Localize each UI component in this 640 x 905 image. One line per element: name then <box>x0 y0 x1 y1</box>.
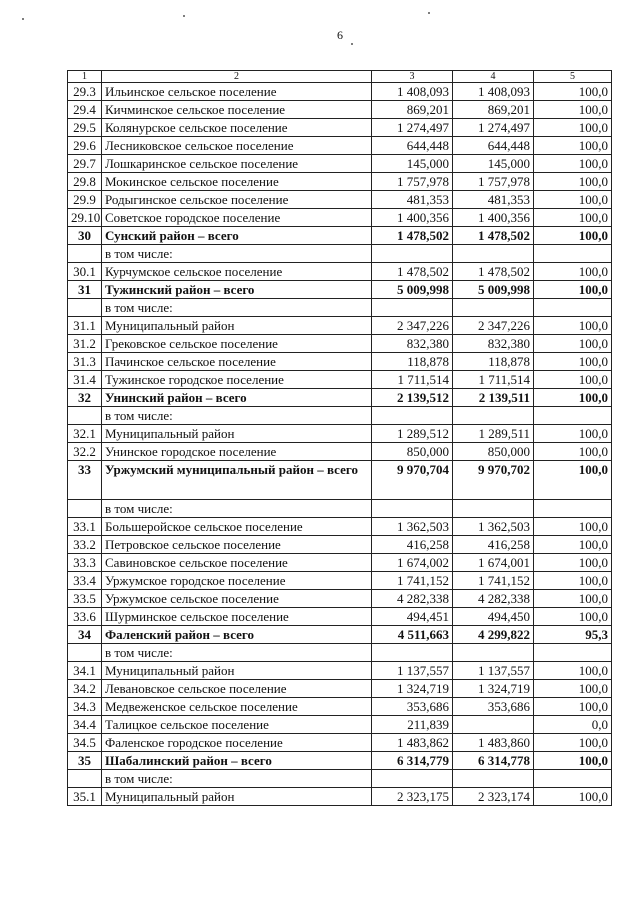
column-header: 3 <box>372 71 453 83</box>
row-percent: 100,0 <box>534 353 612 371</box>
row-number: 29.10 <box>68 209 102 227</box>
table-row <box>68 443 612 461</box>
row-percent <box>534 407 612 425</box>
row-planned-amount: 644,448 <box>372 137 453 155</box>
row-name: Курчумское сельское поселение <box>102 263 372 281</box>
row-number: 33.5 <box>68 590 102 608</box>
row-planned-amount: 4 511,663 <box>372 626 453 644</box>
table-row <box>68 317 612 335</box>
row-percent: 100,0 <box>534 155 612 173</box>
row-number: 31 <box>68 281 102 299</box>
table-row <box>68 191 612 209</box>
row-actual-amount: 4 282,338 <box>453 590 534 608</box>
row-actual-amount <box>453 500 534 518</box>
row-percent: 100,0 <box>534 389 612 407</box>
table-row <box>68 155 612 173</box>
page-number: 6 <box>337 28 343 42</box>
row-name: Фаленское городское поселение <box>102 734 372 752</box>
row-percent: 100,0 <box>534 698 612 716</box>
row-planned-amount: 416,258 <box>372 536 453 554</box>
row-actual-amount: 353,686 <box>453 698 534 716</box>
row-actual-amount: 1 274,497 <box>453 119 534 137</box>
row-planned-amount: 494,451 <box>372 608 453 626</box>
row-percent <box>534 644 612 662</box>
row-name: Родыгинское сельское поселение <box>102 191 372 209</box>
row-name: в том числе: <box>102 500 372 518</box>
row-name: Сунский район – всего <box>102 227 372 245</box>
table-row <box>68 734 612 752</box>
row-planned-amount: 2 323,175 <box>372 788 453 806</box>
row-number: 34.2 <box>68 680 102 698</box>
row-number <box>68 500 102 518</box>
table-row <box>68 209 612 227</box>
row-number: 34.1 <box>68 662 102 680</box>
row-number: 34.4 <box>68 716 102 734</box>
table-row <box>68 608 612 626</box>
table-row <box>68 335 612 353</box>
table-row <box>68 263 612 281</box>
row-number: 31.1 <box>68 317 102 335</box>
row-percent: 100,0 <box>534 317 612 335</box>
row-planned-amount: 1 757,978 <box>372 173 453 191</box>
row-planned-amount: 2 139,512 <box>372 389 453 407</box>
row-number: 33.2 <box>68 536 102 554</box>
row-percent: 100,0 <box>534 137 612 155</box>
row-actual-amount: 1 400,356 <box>453 209 534 227</box>
row-number: 31.3 <box>68 353 102 371</box>
row-number: 31.2 <box>68 335 102 353</box>
column-header: 2 <box>102 71 372 83</box>
row-number: 33.1 <box>68 518 102 536</box>
row-percent: 100,0 <box>534 101 612 119</box>
table-row <box>68 389 612 407</box>
row-name: Левановское сельское поселение <box>102 680 372 698</box>
row-actual-amount: 1 478,502 <box>453 263 534 281</box>
row-planned-amount: 1 289,512 <box>372 425 453 443</box>
column-header: 1 <box>68 71 102 83</box>
row-actual-amount: 1 478,502 <box>453 227 534 245</box>
row-name: Шабалинский район – всего <box>102 752 372 770</box>
row-planned-amount: 1 137,557 <box>372 662 453 680</box>
row-actual-amount: 145,000 <box>453 155 534 173</box>
row-percent: 100,0 <box>534 209 612 227</box>
table-row <box>68 770 612 788</box>
row-number: 35.1 <box>68 788 102 806</box>
row-planned-amount: 1 274,497 <box>372 119 453 137</box>
row-name: в том числе: <box>102 644 372 662</box>
row-number: 32.2 <box>68 443 102 461</box>
row-name: Советское городское поселение <box>102 209 372 227</box>
row-name: Лошкаринское сельское поселение <box>102 155 372 173</box>
row-planned-amount: 1 674,002 <box>372 554 453 572</box>
row-actual-amount: 9 970,702 <box>453 461 534 500</box>
row-planned-amount: 2 347,226 <box>372 317 453 335</box>
row-number: 29.6 <box>68 137 102 155</box>
row-planned-amount: 1 400,356 <box>372 209 453 227</box>
row-percent: 100,0 <box>534 554 612 572</box>
row-number: 30.1 <box>68 263 102 281</box>
row-name: Унинский район – всего <box>102 389 372 407</box>
row-number: 34 <box>68 626 102 644</box>
row-planned-amount: 118,878 <box>372 353 453 371</box>
table-row <box>68 245 612 263</box>
row-planned-amount: 1 408,093 <box>372 83 453 101</box>
row-name: Шурминское сельское поселение <box>102 608 372 626</box>
row-planned-amount: 211,839 <box>372 716 453 734</box>
row-name: Муниципальный район <box>102 788 372 806</box>
row-planned-amount <box>372 245 453 263</box>
row-percent: 100,0 <box>534 371 612 389</box>
row-planned-amount: 145,000 <box>372 155 453 173</box>
table-row <box>68 101 612 119</box>
row-percent: 100,0 <box>534 788 612 806</box>
budget-table <box>67 70 612 806</box>
row-number: 29.7 <box>68 155 102 173</box>
row-percent <box>534 500 612 518</box>
row-percent: 100,0 <box>534 662 612 680</box>
row-planned-amount: 9 970,704 <box>372 461 453 500</box>
row-name: Лесниковское сельское поселение <box>102 137 372 155</box>
row-actual-amount: 1 711,514 <box>453 371 534 389</box>
row-name: Петровское сельское поселение <box>102 536 372 554</box>
table-row <box>68 554 612 572</box>
row-percent: 100,0 <box>534 191 612 209</box>
row-name: Медвеженское сельское поселение <box>102 698 372 716</box>
row-number: 30 <box>68 227 102 245</box>
row-percent: 95,3 <box>534 626 612 644</box>
row-planned-amount: 6 314,779 <box>372 752 453 770</box>
row-number: 33.6 <box>68 608 102 626</box>
row-percent: 100,0 <box>534 752 612 770</box>
table-row <box>68 299 612 317</box>
table-row <box>68 698 612 716</box>
table-row <box>68 644 612 662</box>
row-actual-amount: 644,448 <box>453 137 534 155</box>
row-number: 31.4 <box>68 371 102 389</box>
row-percent: 100,0 <box>534 263 612 281</box>
row-actual-amount: 1 674,001 <box>453 554 534 572</box>
row-percent: 0,0 <box>534 716 612 734</box>
row-actual-amount: 4 299,822 <box>453 626 534 644</box>
row-number <box>68 770 102 788</box>
row-planned-amount: 869,201 <box>372 101 453 119</box>
row-actual-amount <box>453 299 534 317</box>
row-number: 33 <box>68 461 102 500</box>
row-number <box>68 644 102 662</box>
row-number <box>68 407 102 425</box>
table-row <box>68 407 612 425</box>
row-planned-amount: 353,686 <box>372 698 453 716</box>
row-name: Талицкое сельское поселение <box>102 716 372 734</box>
row-actual-amount: 1 324,719 <box>453 680 534 698</box>
row-planned-amount: 1 478,502 <box>372 263 453 281</box>
row-number: 29.9 <box>68 191 102 209</box>
row-name: Муниципальный район <box>102 425 372 443</box>
table-header-row <box>68 71 612 83</box>
scan-speck <box>351 43 353 45</box>
table-row <box>68 662 612 680</box>
row-percent <box>534 245 612 263</box>
row-percent <box>534 299 612 317</box>
scan-speck <box>22 18 24 20</box>
row-percent: 100,0 <box>534 680 612 698</box>
table-row <box>68 518 612 536</box>
table-row <box>68 425 612 443</box>
row-name: Грековское сельское поселение <box>102 335 372 353</box>
row-actual-amount <box>453 716 534 734</box>
row-percent: 100,0 <box>534 443 612 461</box>
row-percent: 100,0 <box>534 227 612 245</box>
row-actual-amount: 832,380 <box>453 335 534 353</box>
row-number: 29.3 <box>68 83 102 101</box>
column-header: 4 <box>453 71 534 83</box>
row-percent: 100,0 <box>534 608 612 626</box>
row-planned-amount: 1 478,502 <box>372 227 453 245</box>
row-actual-amount <box>453 407 534 425</box>
row-number: 34.3 <box>68 698 102 716</box>
row-actual-amount: 2 323,174 <box>453 788 534 806</box>
table-row <box>68 173 612 191</box>
row-name: Тужинское городское поселение <box>102 371 372 389</box>
row-planned-amount: 1 324,719 <box>372 680 453 698</box>
table-row <box>68 371 612 389</box>
table-row <box>68 281 612 299</box>
row-name: Муниципальный район <box>102 317 372 335</box>
row-name: Колянурское сельское поселение <box>102 119 372 137</box>
table-row <box>68 227 612 245</box>
table-row <box>68 119 612 137</box>
row-planned-amount: 850,000 <box>372 443 453 461</box>
row-number: 35 <box>68 752 102 770</box>
row-number: 32 <box>68 389 102 407</box>
row-planned-amount: 1 711,514 <box>372 371 453 389</box>
row-percent: 100,0 <box>534 590 612 608</box>
row-percent: 100,0 <box>534 536 612 554</box>
row-planned-amount <box>372 644 453 662</box>
row-name: Большеройское сельское поселение <box>102 518 372 536</box>
row-actual-amount <box>453 245 534 263</box>
row-planned-amount: 832,380 <box>372 335 453 353</box>
row-percent: 100,0 <box>534 83 612 101</box>
row-number: 34.5 <box>68 734 102 752</box>
table-row <box>68 626 612 644</box>
row-number: 29.8 <box>68 173 102 191</box>
table-row <box>68 572 612 590</box>
row-name: Уржумское городское поселение <box>102 572 372 590</box>
row-actual-amount: 494,450 <box>453 608 534 626</box>
row-name: Савиновское сельское поселение <box>102 554 372 572</box>
row-name: Уржумское сельское поселение <box>102 590 372 608</box>
table-row <box>68 788 612 806</box>
row-name: в том числе: <box>102 407 372 425</box>
table-row <box>68 752 612 770</box>
row-actual-amount: 1 289,511 <box>453 425 534 443</box>
row-planned-amount: 1 362,503 <box>372 518 453 536</box>
row-actual-amount: 118,878 <box>453 353 534 371</box>
row-number: 32.1 <box>68 425 102 443</box>
table-row <box>68 716 612 734</box>
row-name: Ильинское сельское поселение <box>102 83 372 101</box>
row-planned-amount: 5 009,998 <box>372 281 453 299</box>
row-actual-amount: 850,000 <box>453 443 534 461</box>
row-name: Мокинское сельское поселение <box>102 173 372 191</box>
row-planned-amount: 481,353 <box>372 191 453 209</box>
row-percent: 100,0 <box>534 335 612 353</box>
row-percent: 100,0 <box>534 281 612 299</box>
row-name: Уржумский муниципальный район – всего <box>102 461 372 500</box>
row-number: 33.3 <box>68 554 102 572</box>
row-planned-amount <box>372 500 453 518</box>
row-percent: 100,0 <box>534 572 612 590</box>
row-number: 29.4 <box>68 101 102 119</box>
table-row <box>68 83 612 101</box>
table-row <box>68 461 612 500</box>
row-actual-amount <box>453 644 534 662</box>
row-name: в том числе: <box>102 770 372 788</box>
row-actual-amount: 6 314,778 <box>453 752 534 770</box>
row-actual-amount: 2 347,226 <box>453 317 534 335</box>
row-name: Муниципальный район <box>102 662 372 680</box>
row-percent: 100,0 <box>534 461 612 500</box>
row-actual-amount: 1 757,978 <box>453 173 534 191</box>
row-planned-amount <box>372 770 453 788</box>
row-name: в том числе: <box>102 245 372 263</box>
row-planned-amount: 4 282,338 <box>372 590 453 608</box>
row-name: Кичминское сельское поселение <box>102 101 372 119</box>
row-number: 33.4 <box>68 572 102 590</box>
row-actual-amount: 416,258 <box>453 536 534 554</box>
table-row <box>68 590 612 608</box>
row-actual-amount: 869,201 <box>453 101 534 119</box>
table-row <box>68 353 612 371</box>
row-planned-amount: 1 483,862 <box>372 734 453 752</box>
row-actual-amount: 1 362,503 <box>453 518 534 536</box>
scan-speck <box>183 15 185 17</box>
row-actual-amount: 1 137,557 <box>453 662 534 680</box>
row-number <box>68 245 102 263</box>
row-planned-amount <box>372 299 453 317</box>
row-percent: 100,0 <box>534 734 612 752</box>
row-name: Фаленский район – всего <box>102 626 372 644</box>
row-number: 29.5 <box>68 119 102 137</box>
row-name: Тужинский район – всего <box>102 281 372 299</box>
row-actual-amount: 1 741,152 <box>453 572 534 590</box>
column-header: 5 <box>534 71 612 83</box>
row-planned-amount <box>372 407 453 425</box>
scan-speck <box>428 12 430 14</box>
row-percent: 100,0 <box>534 173 612 191</box>
table-row <box>68 500 612 518</box>
row-actual-amount: 481,353 <box>453 191 534 209</box>
row-actual-amount: 1 483,860 <box>453 734 534 752</box>
row-planned-amount: 1 741,152 <box>372 572 453 590</box>
row-name: Пачинское сельское поселение <box>102 353 372 371</box>
row-number <box>68 299 102 317</box>
row-actual-amount <box>453 770 534 788</box>
table-row <box>68 137 612 155</box>
row-actual-amount: 1 408,093 <box>453 83 534 101</box>
table-row <box>68 536 612 554</box>
row-name: Унинское городское поселение <box>102 443 372 461</box>
table-row <box>68 680 612 698</box>
row-name: в том числе: <box>102 299 372 317</box>
row-actual-amount: 5 009,998 <box>453 281 534 299</box>
row-percent <box>534 770 612 788</box>
row-actual-amount: 2 139,511 <box>453 389 534 407</box>
row-percent: 100,0 <box>534 119 612 137</box>
row-percent: 100,0 <box>534 425 612 443</box>
row-percent: 100,0 <box>534 518 612 536</box>
